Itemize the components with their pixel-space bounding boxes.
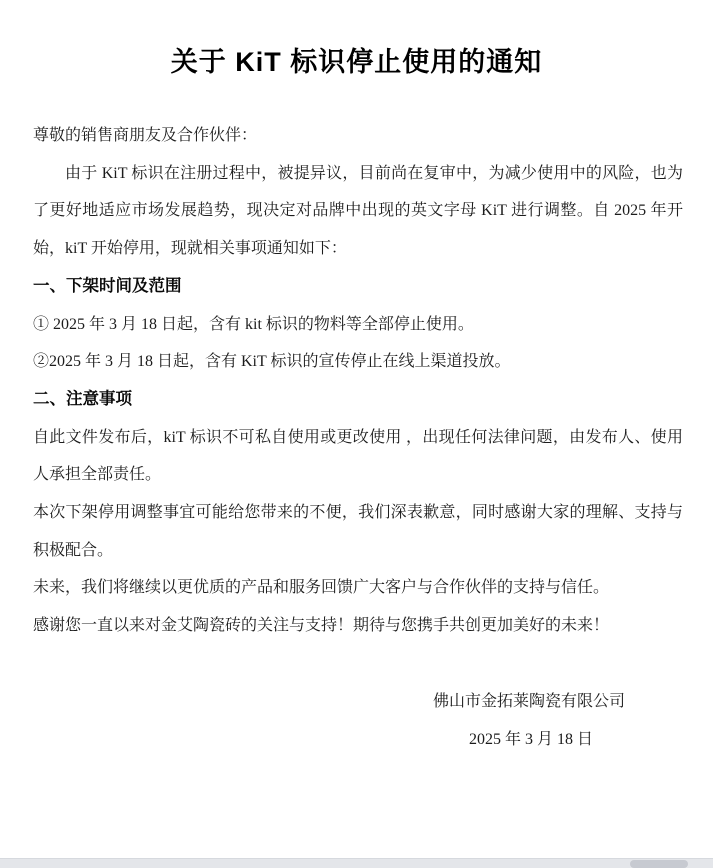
document-body: [33, 117, 683, 758]
notice-paragraph-1: 自此文件发布后，kiT 标识不可私自使用或更改使用 ，出现任何法律问题，由发布人、使用人承担全部责任。: [33, 428, 683, 484]
section-1-heading: 一、下架时间及范围: [33, 276, 182, 295]
notice-paragraph-2: 本次下架停用调整事宜可能给您带来的不便，我们深表歉意，同时感谢大家的理解、支持与积极配合。: [33, 504, 683, 559]
signature-date: 2025 年 3 月 18 日: [468, 730, 593, 748]
section-2-heading: 二、注意事项: [33, 389, 132, 408]
salutation: 尊敬的销售商朋友及合作伙伴：: [33, 127, 258, 144]
document-title: 关于 KiT 标识停止使用的通知: [170, 47, 543, 77]
section-1-item-1: ① 2025 年 3 月 18 日起，含有 kit 标识的物料等全部停止使用。: [33, 315, 474, 333]
intro-paragraph: 由于 KiT 标识在注册过程中，被提异议，目前尚在复审中，为减少使用中的风险，也为了更好地适应市场发展趋势，现决定对品牌中出现的英文字母 KiT 进行调整。自 2025 年开始，kiT 开始停用，现就相关事项通知如下：: [33, 164, 683, 258]
notice-paragraph-4: 感谢您一直以来对金艾陶瓷砖的关注与支持！期待与您携手共创更加美好的未来！: [33, 617, 610, 635]
company-name: 佛山市金拓莱陶瓷有限公司: [432, 692, 625, 710]
signature-block: [33, 683, 683, 758]
section-1-item-2: ②2025 年 3 月 18 日起，含有 KiT 标识的宣传停止在线上渠道投放。: [33, 353, 511, 371]
notice-paragraph-3: 未来，我们将继续以更优质的产品和服务回馈广大客户与合作伙伴的支持与信任。: [33, 579, 610, 597]
horizontal-scrollbar[interactable]: [0, 858, 713, 868]
scrollbar-thumb[interactable]: [630, 860, 688, 868]
